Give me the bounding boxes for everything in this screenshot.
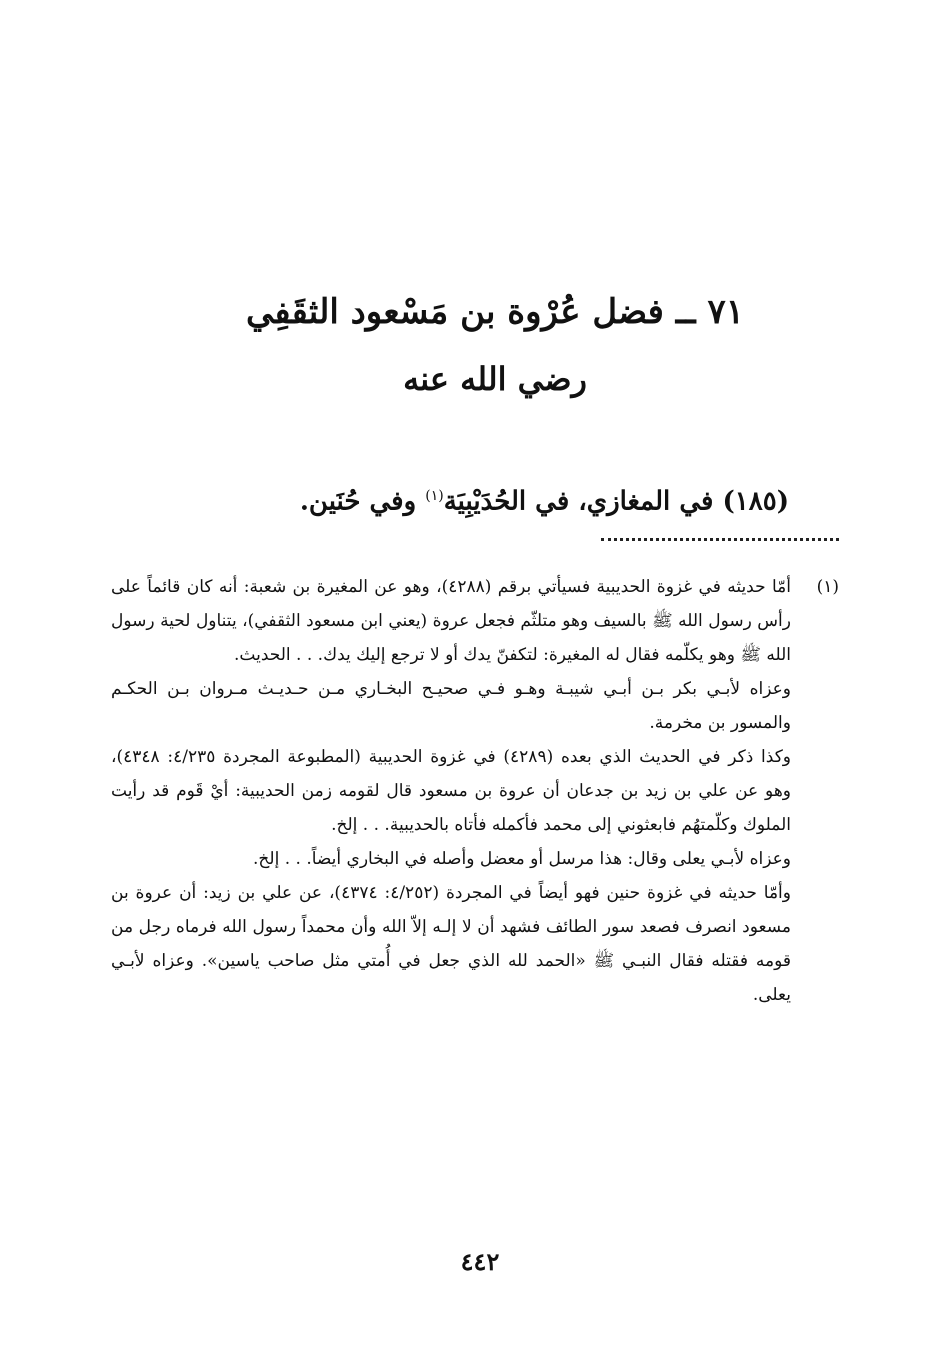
footnote-paragraph [111,570,839,672]
hadith-text: (١٨٥) في المغازي، في الحُدَيْبِيَة [443,486,789,517]
footnote-paragraph [111,740,839,842]
footnote-paragraph [111,842,839,876]
hadith-entry [139,478,789,520]
footnote-separator [601,538,839,541]
footnotes-section [111,570,839,1012]
chapter-title: ٧١ ــ فضل عُرْوة بن مَسْعود الثقَفِي [245,292,745,332]
page-number: ٤٤٢ [460,1247,500,1276]
footnote-reference[interactable]: (١) [425,488,444,504]
footnote-text: وعزاه لأبـي يعلى وقال: هذا مرسل أو معضل وأصله في البخاري أيضاً. . . إلخ. [253,849,791,869]
footnote-marker: (١) [816,577,839,597]
footnote-text: أمّا حديثه في غزوة الحديبية فسيأتي برقم (٤٢٨٨)، وهو عن المغيرة بن شعبة: أنه كان قائماً على رأس رسول الله ﷺ بالسيف وهو متلثّم فجعل عروة (يعني ابن مسعود الثقفي)، يتناول لحية رسول الله ﷺ وهو يكلّمه فقال له المغيرة: لتكفنّ يدك أو لا ترجع إليك يدك. . . الحديث. [111,577,791,665]
footnote-text: وأمّا حديثه في غزوة حنين فهو أيضاً في المجردة (٤/٢٥٢: ٤٣٧٤)، عن علي بن زيد: أن عروة بن مسعود انصرف فصعد سور الطائف فشهد أن لا إلـه إلاّ الله وأن محمداً رسول الله فرماه رجل من قومه فقتله فقال النبـي ﷺ «الحمد لله الذي جعل في أُمتي مثل صاحب ياسين». وعزاه لأبـي يعلى. [111,883,791,1005]
hadith-text-continued: وفي حُنَين. [299,486,426,517]
footnote-paragraph [111,672,839,740]
footnote-paragraph [111,876,839,1012]
footnote-text: وكذا ذكر في الحديث الذي بعده (٤٢٨٩) في غزوة الحديبية (المطبوعة المجردة ٤/٢٣٥: ٤٣٤٨)، وهو عن علي بن زيد بن جدعان أن عروة بن مسعود قال لقومه زمن الحديبية: أيْ قَوم قد رأيت الملوك وكلّمتهُم فابعثوني إلى محمد فأكمله فأتاه بالحديبية. . . إلخ. [111,747,792,835]
chapter-subtitle: رضي الله عنه [403,360,587,398]
footnote-text: وعزاه لأبـي بكر بـن أبـي شيبـة وهـو فـي صحيـح البخـاري مـن حـديـث مـروان بـن الحكـم والمسور بن مخرمة. [111,679,791,733]
